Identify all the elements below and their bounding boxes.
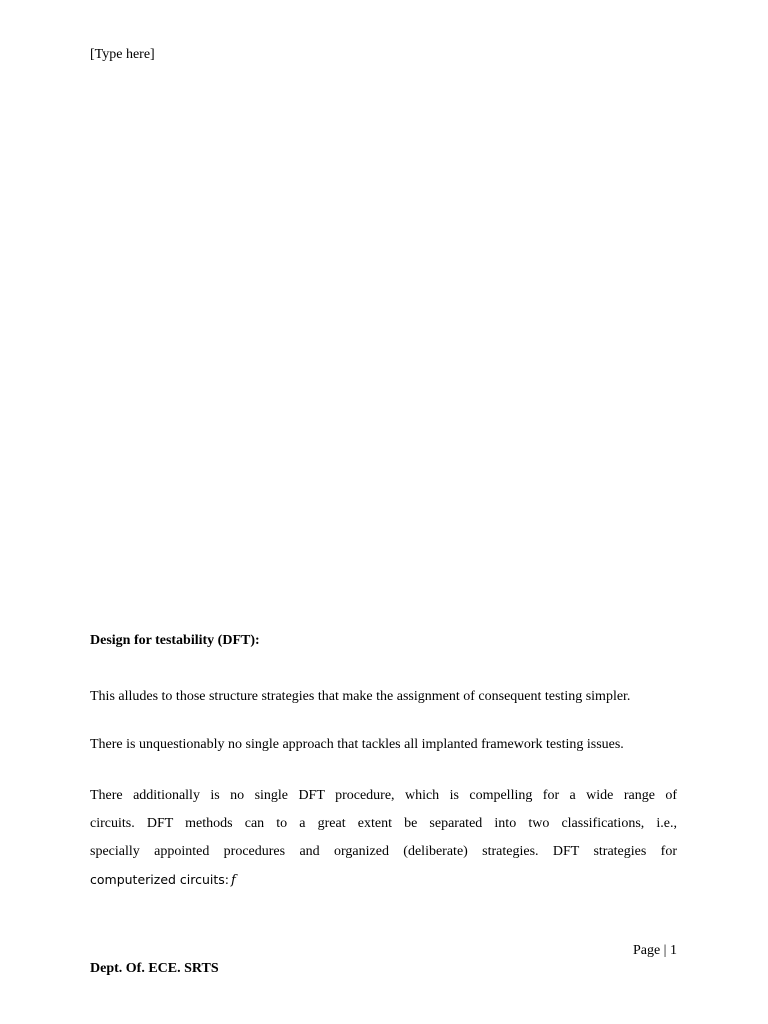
section-title: Design for testability (DFT): <box>90 633 260 648</box>
paragraph-2: There is unquestionably no single approach that tackles all implanted framework testing issues. <box>90 737 624 752</box>
page-number: Page | 1 <box>632 943 677 958</box>
paragraph-3-tail-text: computerized circuits: <box>90 872 230 887</box>
paragraph-3-line-2: circuits. DFT methods can to a great extent be separated into two classifications, i.e., <box>90 816 677 831</box>
header-placeholder[interactable]: [Type here] <box>90 47 155 62</box>
function-symbol-icon: f <box>231 873 236 888</box>
paragraph-3 <box>90 782 677 895</box>
footer-department: Dept. Of. ECE. SRTS <box>90 961 219 976</box>
paragraph-3-line-3: specially appointed procedures and organized (deliberate) strategies. DFT strategies for <box>90 844 677 859</box>
paragraph-3-line-4 <box>90 866 677 895</box>
paragraph-3-line-1: There additionally is no single DFT procedure, which is compelling for a wide range of <box>90 788 677 803</box>
paragraph-1: This alludes to those structure strategies that make the assignment of consequent testing simpler. <box>90 689 631 704</box>
